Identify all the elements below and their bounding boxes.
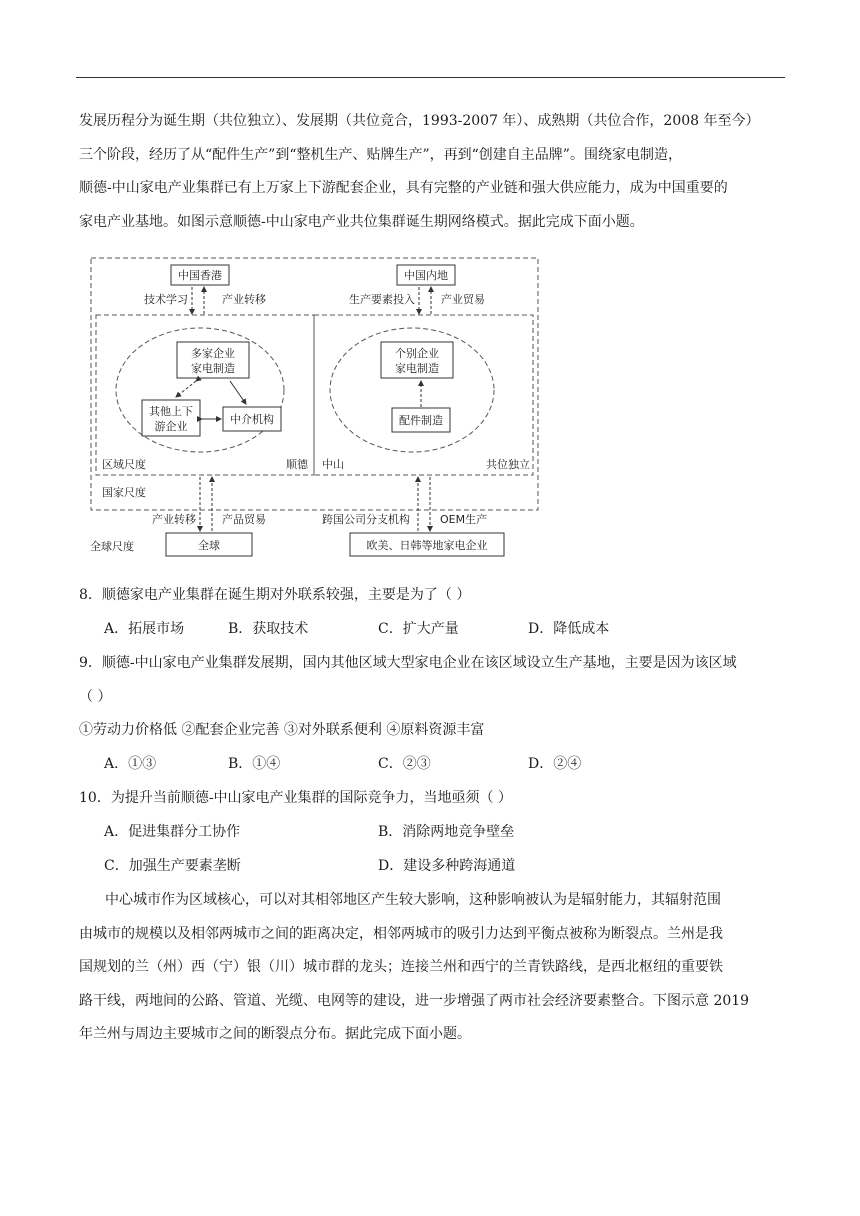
q10-option-d[interactable]: D．建设多种跨海通道 (378, 858, 516, 874)
cluster-network-diagram (78, 252, 548, 564)
multi-firms-line2: 家电制造 (191, 362, 235, 375)
intro-line: 三个阶段，经历了从“配件生产”到“整机生产、贴牌生产”，再到“创建自主品牌”。围绕家电制造， (79, 147, 682, 163)
q8-option-c[interactable]: C．扩大产量 (378, 621, 459, 637)
parts-label: 配件制造 (399, 414, 443, 427)
intro-line: 发展历程分为诞生期（共位独立）、发展期（共位竞合，1993-2007 年）、成熟期（共位合作，2008 年至今） (79, 113, 760, 129)
q9-option-c[interactable]: C．②③ (378, 756, 431, 772)
regional-scale-label: 区域尺度 (102, 458, 146, 471)
industry-trade-label: 产业贸易 (441, 293, 485, 306)
q9-option-a[interactable]: A．①③ (104, 756, 157, 772)
q10-option-b[interactable]: B．消除两地竞争壁垒 (378, 824, 515, 840)
passage2-line: 国规划的兰（州）西（宁）银（川）城市群的龙头；连接兰州和西宁的兰青铁路线，是西北枢纽的重要铁 (79, 959, 723, 975)
tech-learning-label: 技术学习 (144, 293, 188, 306)
passage2-line: 路干线，两地间的公路、管道、光缆、电网等的建设，进一步增强了两市社会经济要素整合。下图示意 2019 (79, 993, 750, 1009)
single-firms-line2: 家电制造 (395, 362, 439, 375)
product-trade-label: 产品贸易 (222, 513, 266, 526)
q8-stem: 8．顺德家电产业集群在诞生期对外联系较强，主要是为了（ ） (79, 587, 471, 603)
industry-transfer-label: 产业转移 (222, 293, 266, 306)
q9-paren: （ ） (79, 689, 112, 705)
shunde-frame (96, 315, 314, 475)
header-rule (76, 77, 785, 78)
shunde-label: 顺德 (286, 458, 308, 471)
independent-label: 共位独立 (486, 458, 530, 471)
multi-firms-line1: 多家企业 (191, 347, 235, 360)
foreign-firms-label: 欧美、日韩等地家电企业 (366, 539, 488, 552)
passage2-line: 年兰州与周边主要城市之间的断裂点分布。据此完成下面小题。 (79, 1026, 471, 1042)
q9-option-b[interactable]: B．①④ (228, 756, 281, 772)
q9-stem: 9．顺德-中山家电产业集群发展期，国内其他区域大型家电企业在该区域设立生产基地，主要是因为该区域 (79, 655, 737, 671)
q10-option-a[interactable]: A．促进集群分工协作 (104, 824, 241, 840)
passage2-line: 由城市的规模以及相邻两城市之间的距离决定，相邻两城市的吸引力达到平衡点被称为断裂点。兰州是我 (79, 926, 723, 942)
production-input-label: 生产要素投入 (349, 293, 415, 306)
q9-items: ①劳动力价格低 ②配套企业完善 ③对外联系便利 ④原料资源丰富 (79, 722, 485, 738)
mnc-branch-label: 跨国公司分支机构 (322, 513, 410, 526)
q8-option-a[interactable]: A．拓展市场 (104, 621, 185, 637)
zhongshan-frame (314, 315, 533, 475)
zhongshan-label: 中山 (322, 458, 344, 471)
passage2-line: 中心城市作为区域核心，可以对其相邻地区产生较大影响，这种影响被认为是辐射能力，其辐射范围 (105, 892, 721, 908)
other-firms-line2: 游企业 (154, 420, 188, 433)
q10-stem: 10．为提升当前顺德-中山家电产业集群的国际竞争力，当地亟须（ ） (79, 790, 512, 806)
q8-option-b[interactable]: B．获取技术 (228, 621, 309, 637)
transfer2-label: 产业转移 (152, 513, 196, 526)
q8-option-d[interactable]: D．降低成本 (528, 621, 610, 637)
single-firms-line1: 个别企业 (395, 347, 439, 360)
national-scale-label: 国家尺度 (102, 486, 146, 499)
q10-option-c[interactable]: C．加强生产要素垄断 (104, 858, 241, 874)
mainland-label: 中国内地 (404, 269, 448, 282)
intro-line: 顺德-中山家电产业集群已有上万家上下游配套企业，具有完整的产业链和强大供应能力，成为中国重要的 (79, 180, 728, 196)
hong-kong-label: 中国香港 (178, 269, 222, 282)
intro-line: 家电产业基地。如图示意顺德-中山家电产业共位集群诞生期网络模式。据此完成下面小题。 (79, 214, 644, 230)
q9-option-d[interactable]: D．②④ (528, 756, 582, 772)
oem-label: OEM生产 (440, 513, 488, 526)
intermediary-label: 中介机构 (230, 413, 274, 426)
other-firms-line1: 其他上下 (149, 405, 193, 418)
global-scale-label: 全球尺度 (90, 540, 134, 553)
global-label: 全球 (198, 539, 220, 552)
